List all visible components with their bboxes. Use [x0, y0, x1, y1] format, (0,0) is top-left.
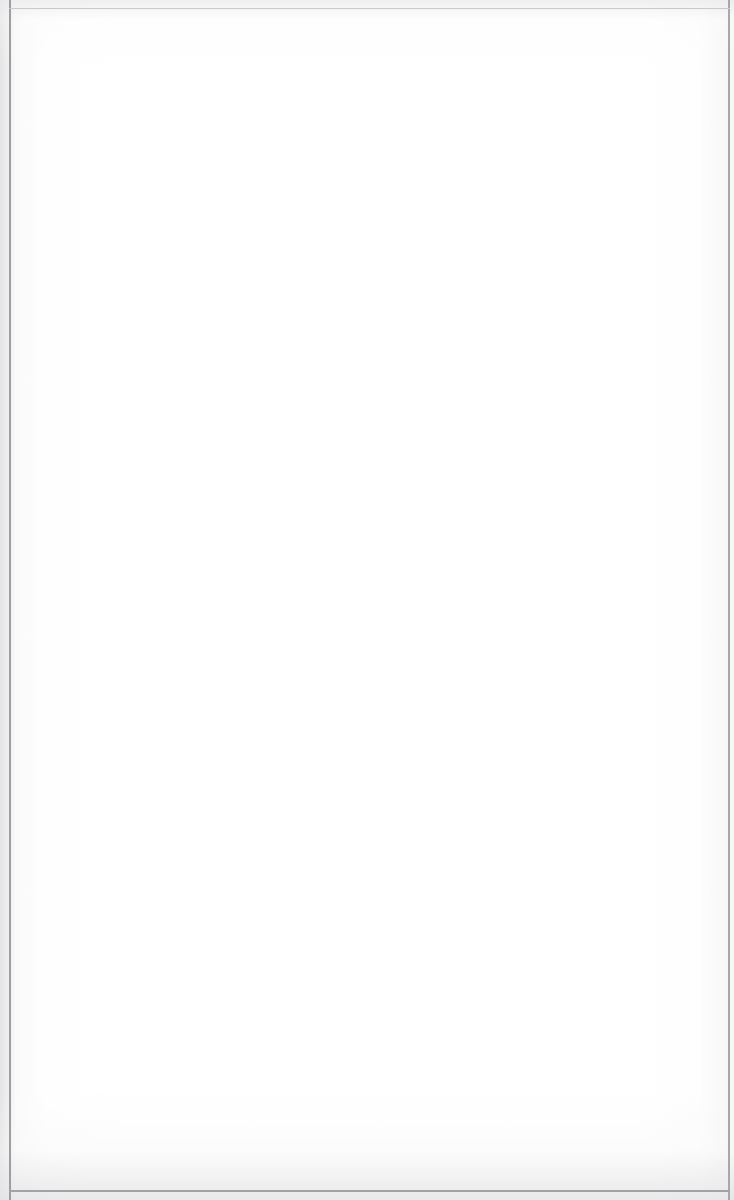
page-edge-left: [9, 0, 11, 1200]
page-edge-right: [728, 0, 730, 1200]
page-edge-top: [9, 8, 730, 9]
page-edge-bottom: [9, 1190, 730, 1192]
